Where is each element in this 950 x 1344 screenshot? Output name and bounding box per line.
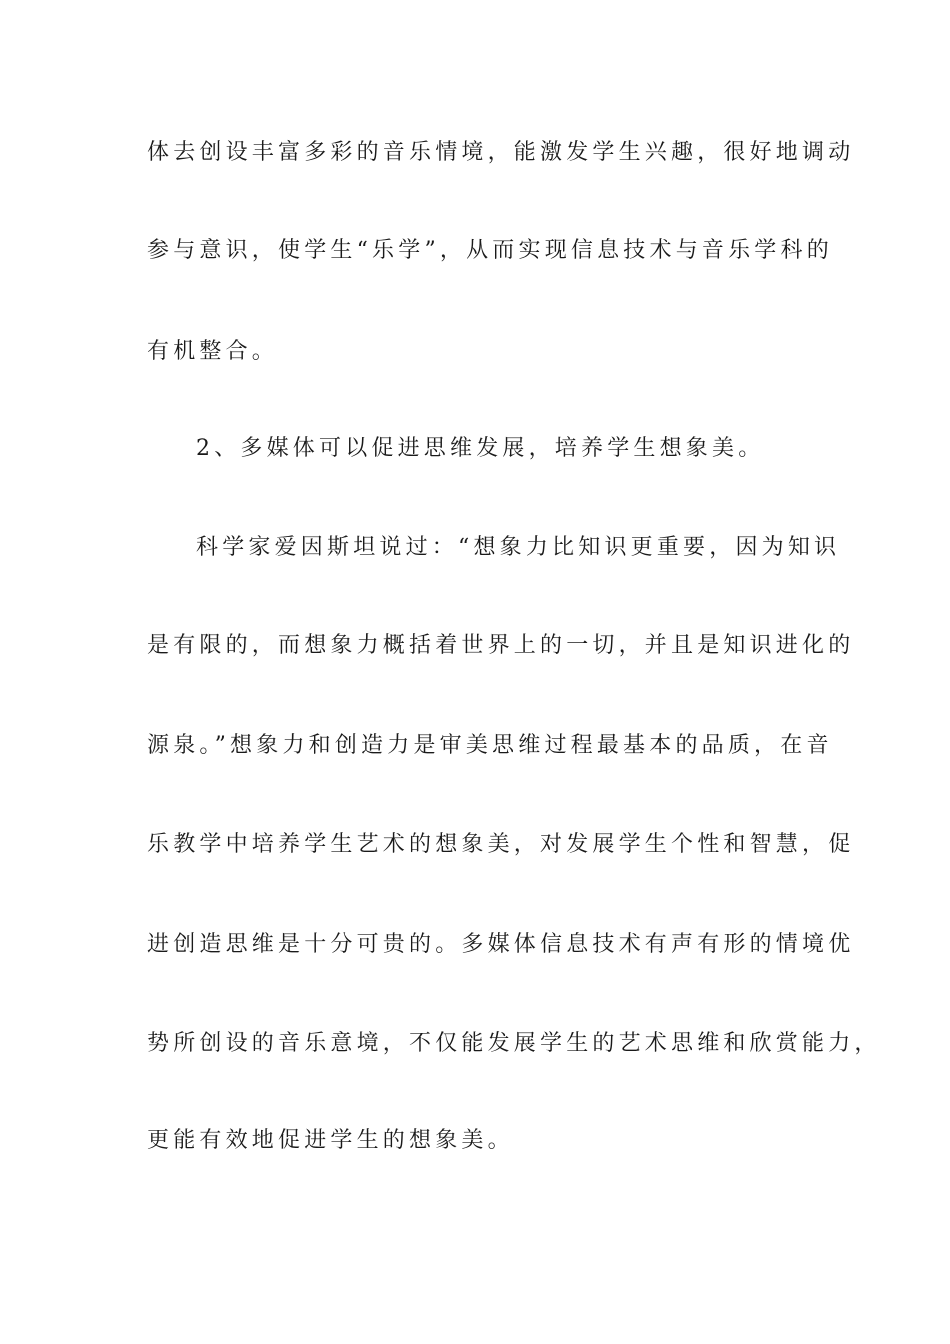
text-line: 体去创设丰富多彩的音乐情境，能激发学生兴趣，很好地调动 <box>147 140 855 165</box>
text-line: 源泉。”想象力和创造力是审美思维过程最基本的品质，在音 <box>147 733 833 758</box>
text-line: 更能有效地促进学生的想象美。 <box>147 1128 514 1153</box>
text-line: 科学家爱因斯坦说过：“想象力比知识更重要，因为知识 <box>196 535 841 560</box>
text-line: 参与意识，使学生“乐学”，从而实现信息技术与音乐学科的 <box>147 238 833 263</box>
text-line: 有机整合。 <box>147 339 279 364</box>
text-line: 乐教学中培养学生艺术的想象美，对发展学生个性和智慧，促 <box>147 832 855 857</box>
text-line: 是有限的，而想象力概括着世界上的一切，并且是知识进化的 <box>147 633 855 658</box>
text-line: 势所创设的音乐意境，不仅能发展学生的艺术思维和欣赏能力， <box>147 1031 881 1056</box>
section-heading: 2、多媒体可以促进思维发展，培养学生想象美。 <box>196 436 765 461</box>
text-line: 进创造思维是十分可贵的。多媒体信息技术有声有形的情境优 <box>147 932 855 957</box>
